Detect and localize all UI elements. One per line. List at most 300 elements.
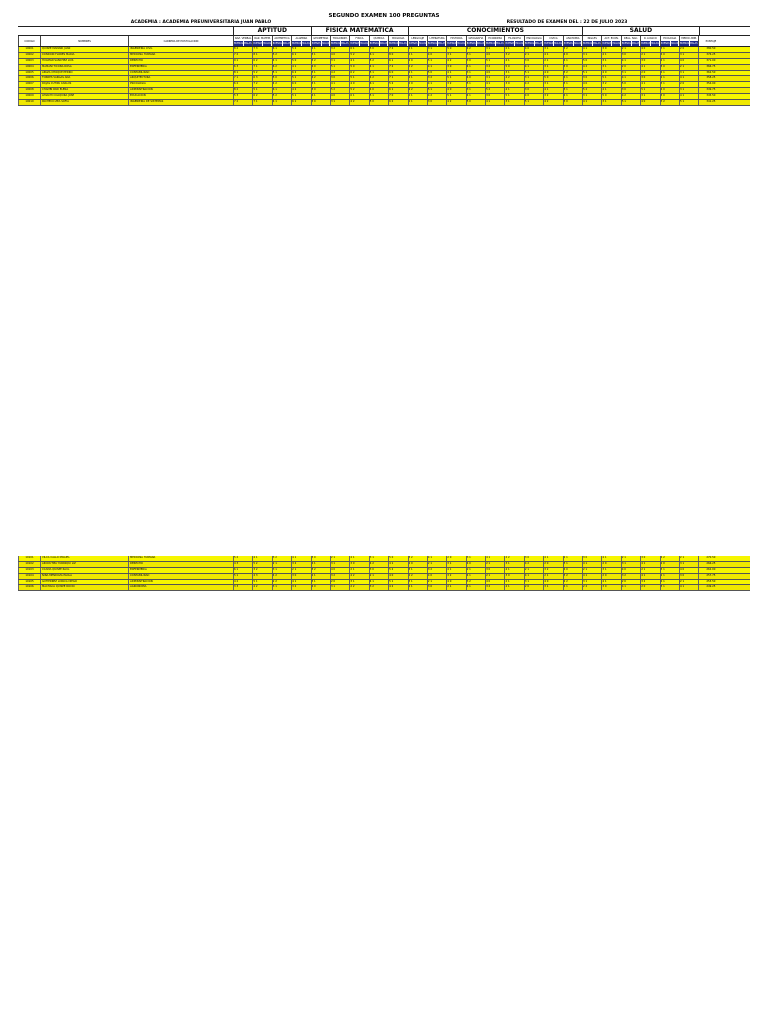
subject-score: 4 3	[252, 574, 271, 579]
subject-score: 4 1	[369, 65, 388, 70]
subject-sub-label: MALAS	[670, 42, 679, 45]
student-name: CHAMBI PARI ELENA	[40, 88, 128, 93]
subject-score: 4 1	[311, 47, 330, 52]
subject-name: FILOSOFIA	[508, 37, 522, 40]
subject-score: 4 1	[291, 65, 310, 70]
subject-score: 2 1	[543, 574, 562, 579]
student-name: NINA MENDOZA PAOLA	[40, 574, 128, 579]
subject-score: 5 2	[408, 65, 427, 70]
total-score: 341.25	[698, 100, 722, 105]
student-code: 10005	[18, 71, 40, 76]
subject-score: 5 2	[388, 568, 407, 573]
subject-score: 5 1	[233, 574, 252, 579]
subject-score: 6 1	[369, 53, 388, 58]
subject-score: 3 1	[582, 580, 601, 585]
subject-score: 3 2	[466, 580, 485, 585]
subject-score: 8 1	[252, 53, 271, 58]
subject-score: 5 1	[524, 71, 543, 76]
subject-score: 4 1	[466, 574, 485, 579]
subject-score: 2 1	[679, 580, 698, 585]
column-header-subject	[504, 36, 523, 46]
student-name: APAZA CHOQUE PEDRO	[40, 71, 128, 76]
subject-score: 3 1	[524, 76, 543, 81]
subject-score: 4 1	[640, 574, 659, 579]
subject-score: 2 0	[524, 585, 543, 590]
student-career: AGRONOMIA	[128, 585, 233, 590]
subject-score: 3 1	[601, 65, 620, 70]
subject-score: 4 1	[504, 59, 523, 64]
student-career: ADMINISTRACION	[128, 88, 233, 93]
subject-score: 2 1	[660, 59, 679, 64]
subject-sub-label: BUENAS	[621, 42, 631, 45]
subject-score: 2 0	[330, 580, 349, 585]
subject-score: 5 1	[640, 88, 659, 93]
student-code: 10001	[18, 47, 40, 52]
student-code: 10105	[18, 580, 40, 585]
column-header-subject	[272, 36, 291, 46]
subject-score: 6 2	[252, 59, 271, 64]
subject-score: 4 1	[679, 76, 698, 81]
subject-score: 5 0	[466, 100, 485, 105]
subject-score: 2 1	[543, 59, 562, 64]
subject-score: 2 1	[660, 574, 679, 579]
subject-score: 4 1	[408, 71, 427, 76]
column-header-subject	[660, 36, 679, 46]
subject-score: 2 0	[621, 65, 640, 70]
student-code: 10103	[18, 568, 40, 573]
subject-score: 3 1	[679, 53, 698, 58]
subject-score: 6 3	[252, 76, 271, 81]
subject-score: 4 1	[582, 574, 601, 579]
subject-sub-label: BUENAS	[292, 42, 302, 45]
subject-score: 5 1	[563, 82, 582, 87]
subject-score: 6 1	[388, 59, 407, 64]
subject-score: 4 0	[330, 53, 349, 58]
column-header-subject	[524, 36, 543, 46]
subject-sub-label: MALAS	[379, 42, 388, 45]
subject-sub-label: BUENAS	[427, 42, 437, 45]
subject-score: 2 1	[660, 76, 679, 81]
subject-sub-label: BUENAS	[311, 42, 321, 45]
subject-score: 3 2	[543, 94, 562, 99]
column-header-name: NOMBRES	[40, 36, 128, 46]
subject-score: 3 1	[601, 59, 620, 64]
student-name: GUTIERREZ LUPACA DIEGO	[40, 580, 128, 585]
subject-score: 6 1	[408, 76, 427, 81]
subject-name: ECONOMIA	[488, 37, 503, 40]
subject-score: 3 1	[272, 585, 291, 590]
subject-name: HISTORIA	[450, 37, 463, 40]
total-score: 266.25	[698, 562, 722, 567]
subject-score: 4 2	[388, 585, 407, 590]
subject-score: 4 1	[543, 88, 562, 93]
student-name: MACHACA QUISPE ROCIO	[40, 585, 128, 590]
subject-score: 3 1	[660, 568, 679, 573]
total-score: 249.25	[698, 585, 722, 590]
subject-score: 8 0	[388, 53, 407, 58]
column-header-code: CODIGO	[18, 36, 40, 46]
subject-score: 3 1	[601, 100, 620, 105]
student-code: 10102	[18, 562, 40, 567]
subject-score: 4 0	[543, 71, 562, 76]
column-header-career: CARRERA DE POSTULACION	[128, 36, 233, 46]
student-career: ENFERMERIA	[128, 65, 233, 70]
total-score: 262.00	[698, 568, 722, 573]
subject-score: 7 2	[388, 65, 407, 70]
subject-name: MEDIO AMB.	[681, 37, 697, 40]
subject-score: 5 1	[621, 100, 640, 105]
student-name: VILCA CALLO MIGUEL	[40, 556, 128, 561]
column-header-subject	[349, 36, 368, 46]
subject-score: 2 1	[640, 568, 659, 573]
subject-name: BIOLOGIA	[392, 37, 405, 40]
subject-score: 5 1	[349, 76, 368, 81]
subject-score: 4 0	[349, 82, 368, 87]
student-name: CONDORI FLORES MARIA	[40, 53, 128, 58]
column-header-subject	[640, 36, 659, 46]
subject-sub-label: BUENAS	[389, 42, 399, 45]
subject-score: 3 1	[543, 47, 562, 52]
total-score: 380.50	[698, 47, 722, 52]
subject-score: 4 2	[524, 562, 543, 567]
subject-score: 3 1	[660, 82, 679, 87]
subject-score: 4 0	[524, 94, 543, 99]
subject-score: 5 2	[349, 88, 368, 93]
subject-sub-label: BUENAS	[563, 42, 573, 45]
column-header-subject	[408, 36, 427, 46]
subject-score: 5 2	[252, 71, 271, 76]
subject-score: 3 0	[563, 100, 582, 105]
subject-score: 3 1	[640, 94, 659, 99]
student-code: 10101	[18, 556, 40, 561]
subject-score: 4 1	[582, 562, 601, 567]
subject-score: 3 1	[311, 53, 330, 58]
subject-score: 4 1	[563, 585, 582, 590]
subject-score: 5 2	[582, 88, 601, 93]
subject-score: 2 1	[563, 556, 582, 561]
results-sheet-page-2	[18, 556, 750, 591]
subject-score: 8 2	[233, 47, 252, 52]
subject-score: 5 1	[311, 82, 330, 87]
subject-sub-label: BUENAS	[486, 42, 496, 45]
subject-score: 6 3	[233, 65, 252, 70]
subject-score: 4 1	[388, 562, 407, 567]
student-code: 10010	[18, 100, 40, 105]
subject-score: 4 1	[485, 82, 504, 87]
student-code: 10002	[18, 53, 40, 58]
subject-score: 4 1	[524, 65, 543, 70]
subject-score: 2 1	[582, 568, 601, 573]
subject-sub-label: BUENAS	[408, 42, 418, 45]
subject-score: 4 2	[408, 88, 427, 93]
exam-title: SEGUNDO EXAMEN 100 PREGUNTAS	[328, 13, 440, 19]
subject-score: 3 1	[485, 76, 504, 81]
subject-score: 3 1	[466, 556, 485, 561]
subject-score: 2 1	[349, 568, 368, 573]
subject-sub-label: MALAS	[573, 42, 582, 45]
subject-score: 6 1	[369, 82, 388, 87]
subject-score: 4 1	[563, 59, 582, 64]
subject-score: 4 0	[485, 580, 504, 585]
subject-score: 5 1	[330, 65, 349, 70]
student-name: CCAMA QUISPE RAUL	[40, 568, 128, 573]
subject-score: 4 1	[311, 562, 330, 567]
total-score: 358.25	[698, 76, 722, 81]
subject-score: 3 0	[640, 556, 659, 561]
subject-score: 3 2	[311, 568, 330, 573]
subject-score: 4 0	[543, 580, 562, 585]
subject-score: 2 2	[408, 574, 427, 579]
subject-score: 6 1	[291, 100, 310, 105]
subject-score: 4 1	[582, 47, 601, 52]
subject-score: 4 2	[446, 59, 465, 64]
subject-score: 3 1	[582, 53, 601, 58]
subject-score: 4 2	[582, 65, 601, 70]
subject-score: 5 1	[466, 53, 485, 58]
subject-score: 3 0	[427, 100, 446, 105]
column-header-subject	[563, 36, 582, 46]
subject-score: 4 0	[408, 562, 427, 567]
student-code: 10007	[18, 82, 40, 87]
subject-score: 4 1	[660, 71, 679, 76]
subject-score: 4 1	[504, 568, 523, 573]
subject-score: 5 1	[408, 53, 427, 58]
subject-sub-label: MALAS	[515, 42, 524, 45]
subject-name: TRIGONOM.	[332, 37, 348, 40]
subject-score: 4 1	[601, 580, 620, 585]
subject-score: 3 1	[446, 53, 465, 58]
subject-score: 5 0	[427, 71, 446, 76]
subject-score: 4 0	[640, 47, 659, 52]
subject-score: 3 1	[330, 562, 349, 567]
subject-score: 4 1	[524, 574, 543, 579]
subject-score: 3 1	[660, 47, 679, 52]
subject-sub-label: BUENAS	[679, 42, 689, 45]
subject-name: RAZ. VERBAL	[234, 37, 252, 40]
subject-score: 4 0	[679, 568, 698, 573]
subject-score: 4 0	[660, 88, 679, 93]
subject-score: 3 2	[485, 585, 504, 590]
student-career: MEDICINA HUMANA	[128, 556, 233, 561]
subject-score: 4 0	[466, 76, 485, 81]
academy-name: ACADEMIA : ACADEMIA PREUNIVERSITARIA JUAN PABLO	[130, 20, 272, 25]
subject-score: 2 0	[543, 562, 562, 567]
student-code: 10009	[18, 94, 40, 99]
subject-sub-label: MALAS	[690, 42, 698, 45]
subject-score: 3 0	[349, 562, 368, 567]
subject-score: 3 0	[621, 88, 640, 93]
subject-score: 2 1	[621, 556, 640, 561]
subject-score: 2 1	[640, 53, 659, 58]
subject-name: LENGUAJE	[411, 37, 425, 40]
subject-score: 3 0	[601, 47, 620, 52]
subject-score: 5 1	[582, 71, 601, 76]
subject-score: 5 1	[291, 94, 310, 99]
student-career: CONTABILIDAD	[128, 71, 233, 76]
subject-score: 6 1	[272, 88, 291, 93]
subject-sub-label: MALAS	[263, 42, 271, 45]
subject-score: 4 2	[621, 94, 640, 99]
subject-score: 6 1	[408, 100, 427, 105]
subject-score: 5 0	[369, 47, 388, 52]
subject-score: 4 0	[311, 65, 330, 70]
subject-score: 4 2	[524, 82, 543, 87]
subject-score: 6 0	[563, 53, 582, 58]
subject-score: 5 1	[252, 88, 271, 93]
subject-score: 5 2	[233, 556, 252, 561]
student-career: PSICOLOGIA	[128, 82, 233, 87]
subject-score: 3 0	[679, 574, 698, 579]
subject-score: 5 0	[543, 76, 562, 81]
subject-score: 5 0	[349, 65, 368, 70]
subject-score: 4 1	[563, 76, 582, 81]
subject-score: 5 1	[291, 76, 310, 81]
subject-score: 2 1	[330, 556, 349, 561]
subject-score: 6 0	[408, 59, 427, 64]
student-career: INGENIERIA CIVIL	[128, 47, 233, 52]
subject-name: GEOMETRIA	[313, 37, 329, 40]
subject-score: 4 1	[679, 585, 698, 590]
column-header-subject	[427, 36, 446, 46]
subject-score: 3 0	[640, 76, 659, 81]
subject-score: 4 2	[504, 76, 523, 81]
subject-score: 4 0	[601, 71, 620, 76]
subject-score: 4 0	[485, 53, 504, 58]
subject-score: 3 1	[543, 82, 562, 87]
subject-score: 5 1	[427, 88, 446, 93]
subject-score: 4 0	[369, 88, 388, 93]
subject-score: 4 1	[543, 53, 562, 58]
subject-score: 3 0	[524, 88, 543, 93]
subject-sub-label: MALAS	[593, 42, 601, 45]
subject-score: 2 1	[466, 568, 485, 573]
subject-score: 7 2	[388, 47, 407, 52]
subject-score: 8 1	[233, 71, 252, 76]
column-header-subject	[582, 36, 601, 46]
subject-score: 4 1	[679, 94, 698, 99]
subject-sub-label: MALAS	[631, 42, 640, 45]
subject-score: 3 1	[504, 562, 523, 567]
subject-score: 3 2	[427, 568, 446, 573]
subject-score: 4 1	[563, 94, 582, 99]
subject-score: 3 1	[311, 71, 330, 76]
subject-score: 6 0	[291, 82, 310, 87]
subject-score: 3 1	[427, 47, 446, 52]
subject-sub-label: BUENAS	[524, 42, 534, 45]
subject-score: 3 1	[621, 71, 640, 76]
subject-score: 4 2	[272, 574, 291, 579]
subject-score: 2 0	[446, 556, 465, 561]
subject-score: 5 1	[252, 580, 271, 585]
subject-score: 3 2	[446, 82, 465, 87]
subject-score: 5 1	[427, 59, 446, 64]
subject-score: 4 1	[621, 76, 640, 81]
subject-score: 4 1	[504, 585, 523, 590]
subject-score: 4 2	[466, 47, 485, 52]
subject-score: 2 1	[679, 556, 698, 561]
subject-name: ARITMETICA	[274, 37, 290, 40]
subject-score: 5 0	[388, 556, 407, 561]
subject-score: 4 0	[640, 100, 659, 105]
subject-score: 4 1	[349, 556, 368, 561]
student-career: ENFERMERIA	[128, 568, 233, 573]
subject-score: 3 2	[427, 76, 446, 81]
subject-score: 4 1	[621, 59, 640, 64]
subject-score: 3 1	[504, 71, 523, 76]
total-score: 376.25	[698, 53, 722, 58]
column-header-subject	[543, 36, 562, 46]
subject-score: 3 2	[330, 47, 349, 52]
student-name: AROCUTIPA YUPANQUI LIZ	[40, 562, 128, 567]
total-score: 270.50	[698, 556, 722, 561]
student-career: DERECHO	[128, 562, 233, 567]
subject-sub-label: MALAS	[244, 42, 252, 45]
subject-name: CIVICA	[549, 37, 558, 40]
subject-score: 5 2	[272, 94, 291, 99]
student-career: MEDICINA HUMANA	[128, 53, 233, 58]
subject-score: 5 1	[388, 580, 407, 585]
total-score: 366.75	[698, 65, 722, 70]
subject-score: 3 1	[272, 568, 291, 573]
student-name: PACHECO ZEA SOFIA	[40, 100, 128, 105]
subject-sub-label: BUENAS	[544, 42, 554, 45]
section-header-total-spacer	[699, 27, 723, 35]
subject-score: 4 0	[524, 47, 543, 52]
subject-score: 2 0	[601, 574, 620, 579]
subject-score: 4 1	[640, 65, 659, 70]
subject-score: 3 1	[485, 47, 504, 52]
student-name: LIMACHI COAQUIRA JOSE	[40, 94, 128, 99]
section-header-row	[18, 26, 750, 36]
subject-score: 4 1	[466, 94, 485, 99]
column-header-row	[18, 36, 750, 47]
subject-score: 4 2	[330, 71, 349, 76]
subject-score: 4 1	[272, 100, 291, 105]
subject-score: 6 0	[388, 71, 407, 76]
subject-score: 2 1	[485, 562, 504, 567]
subject-score: 3 1	[408, 568, 427, 573]
subject-score: 5 0	[291, 59, 310, 64]
subject-score: 3 0	[330, 76, 349, 81]
subject-sub-label: BUENAS	[369, 42, 379, 45]
subject-score: 2 1	[369, 574, 388, 579]
column-header-subject	[446, 36, 465, 46]
subject-score: 4 0	[311, 585, 330, 590]
subject-score: 5 1	[601, 76, 620, 81]
subject-score: 2 1	[311, 574, 330, 579]
student-name: HUAMAN SANCHEZ LUIS	[40, 59, 128, 64]
subject-score: 3 0	[369, 568, 388, 573]
subject-score: 4 1	[601, 88, 620, 93]
subject-score: 6 1	[272, 47, 291, 52]
subject-score: 4 0	[330, 94, 349, 99]
subject-score: 3 2	[252, 568, 271, 573]
subject-score: 3 1	[601, 568, 620, 573]
subject-score: 2 2	[504, 556, 523, 561]
subject-score: 2 1	[291, 568, 310, 573]
subject-sub-label: MALAS	[302, 42, 310, 45]
subject-sub-label: BUENAS	[641, 42, 651, 45]
subject-score: 3 1	[582, 94, 601, 99]
section-header-aptitud: APTITUD	[233, 27, 311, 35]
student-career: ADMINISTRACION	[128, 580, 233, 585]
subject-score: 5 0	[582, 59, 601, 64]
subject-score: 4 0	[466, 562, 485, 567]
subject-score: 4 1	[427, 82, 446, 87]
total-score: 371.00	[698, 59, 722, 64]
subject-score: 5 1	[408, 94, 427, 99]
subject-sub-label: BUENAS	[350, 42, 360, 45]
